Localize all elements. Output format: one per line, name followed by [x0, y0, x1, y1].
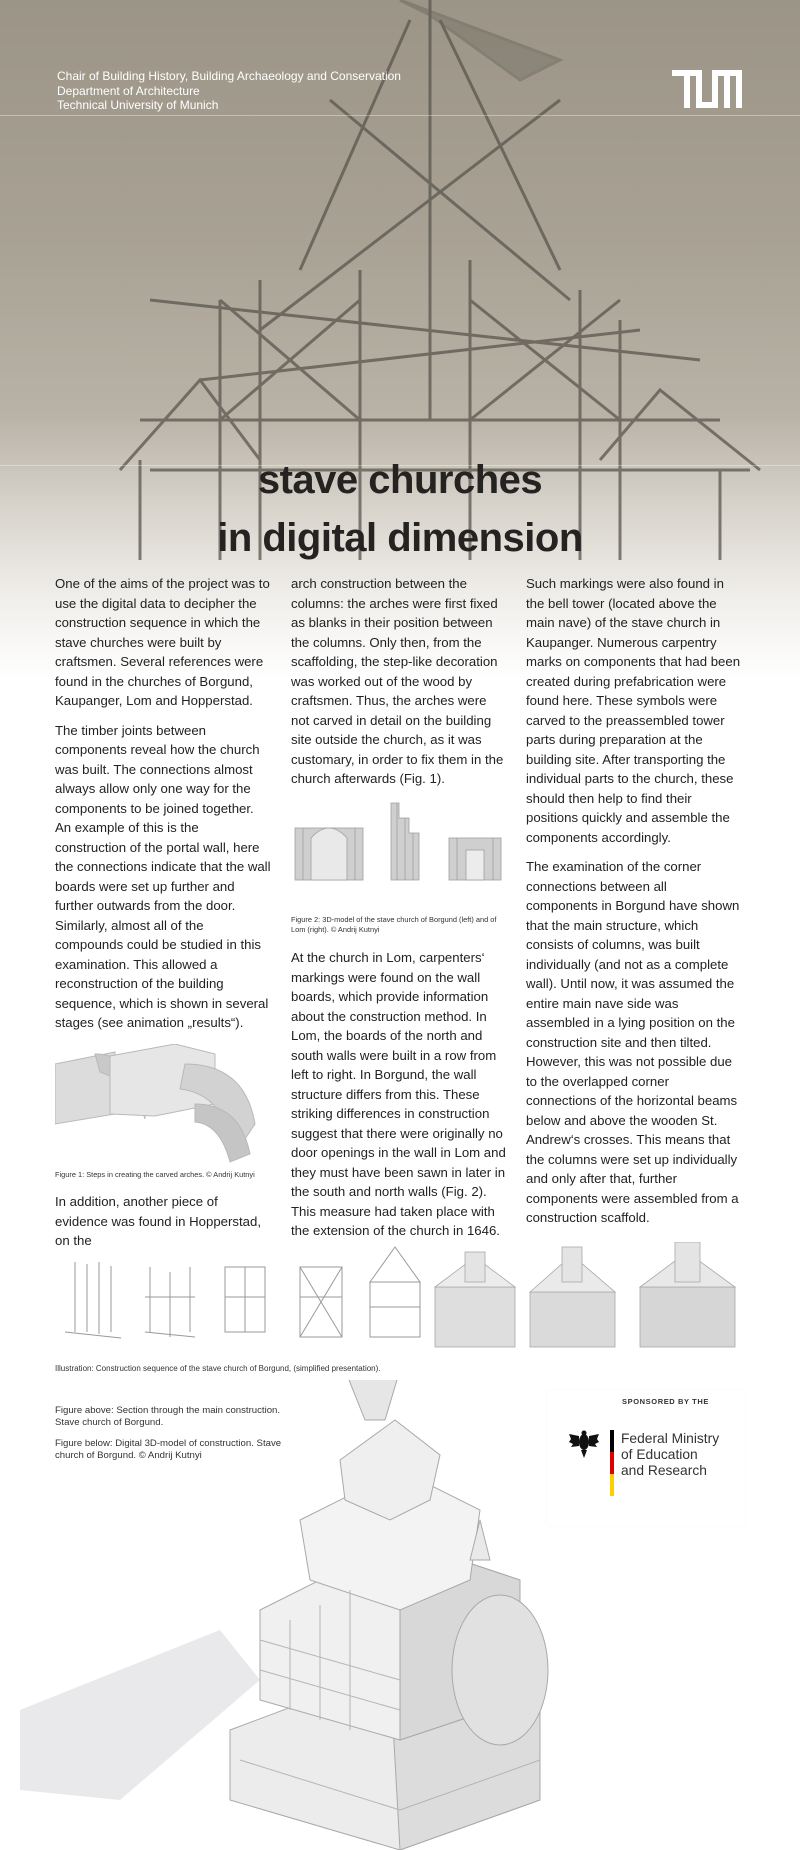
sponsor-logo-box: [547, 1390, 745, 1526]
figure-1-caption: Figure 1: Steps in creating the carved arches. © Andrij Kutnyi: [55, 1170, 255, 1179]
flag-stripe-red: [610, 1452, 614, 1474]
title-line-1: stave churches: [257, 458, 543, 502]
note-figure-below: Figure below: Digital 3D-model of construction. Stave church of Borgund. © Andrij Kutnyi: [55, 1438, 282, 1461]
paragraph: In addition, another piece of evidence was found in Hopperstad, on the: [55, 1194, 262, 1248]
tum-logo: [672, 70, 742, 108]
divider-line: [0, 115, 800, 116]
paragraph: arch construction between the columns: the arches were first fixed as blanks in their position between the columns. Only then, from the scaffolding, the step-like decoration was worked out of the wood by craftsmen. Thus, the arches were not carved in detail on the building site outside the church, as it was customary, in order to fix them in the church afterwards (Fig. 1).: [291, 576, 504, 786]
sponsor-label: SPONSORED BY THE: [622, 1397, 709, 1406]
department-name: Department of Architecture: [57, 83, 200, 98]
text-column-1: [55, 574, 271, 1043]
ministry-name: [621, 1431, 719, 1479]
ministry-line: of Education: [621, 1447, 698, 1462]
paragraph: At the church in Lom, carpenters‘ markings were found on the wall boards, which provide information about the construction method. In Lom, the boards of the north and south walls were built in a row from left to right. In Borgund, the wall structure differs from this. These striking differences in construction suggest that there were originally no door openings in the wall in Lom and they must have been sawn in later in the south and north walls (Fig. 2). This measure had taken place with the extension of the church in 1646.: [291, 950, 506, 1238]
figure-2-wall-models: [291, 798, 506, 883]
text-column-2: [291, 574, 507, 799]
federal-eagle-icon: [569, 1430, 599, 1458]
figure-2-caption: Figure 2: 3D-model of the stave church of Borgund (left) and of Lom (right). © Andrij Kutnyi: [291, 915, 497, 934]
text-column-3: [526, 574, 742, 1238]
sequence-caption: Illustration: Construction sequence of the stave church of Borgund, (simplified presentation).: [55, 1364, 381, 1373]
german-flag-bar: [610, 1430, 614, 1496]
note-figure-above: Figure above: Section through the main construction. Stave church of Borgund.: [55, 1405, 281, 1428]
paragraph: The timber joints between components reveal how the church was built. The connections almost always allow only one way for the components to be joined together. An example of this is the construction of the portal wall, here the connections indicate that the wall boards were set up further and further outwards from the door. Similarly, almost all of the compounds could be studied in this examination. This allowed a reconstruction of the building sequence, which is shown in several stages (see animation „results“).: [55, 722, 271, 1030]
paragraph: The examination of the corner connections between all components in Borgund have shown that the main structure, which consists of columns, was built individually (and not as a complete wall). Until now, it was assumed the entire main nave side was assembled in a lying position on the construction site and then tilted. However, this was not possible due to the overlapped corner connections of the horizontal beams below and above the wooden St. Andrew‘s crosses. This means that the columns were set up individually and only after that, further components were assembled from a construction scaffold.: [526, 859, 740, 1225]
text-column-2-continued: [291, 948, 507, 1251]
figure-1-carved-arches: [55, 1044, 265, 1164]
flag-stripe-gold: [610, 1474, 614, 1496]
institution-header: [57, 69, 401, 113]
flag-stripe-black: [610, 1430, 614, 1452]
paragraph: One of the aims of the project was to use the digital data to decipher the construction sequence in which the stave churches were built by craftsmen. Several references were found in the churches of Borgund, Kaupanger, Lom and Hopperstad.: [55, 576, 270, 708]
construction-sequence-illustration: [55, 1242, 745, 1358]
ministry-line: and Research: [621, 1463, 707, 1478]
chair-name: Chair of Building History, Building Archaeology and Conservation: [57, 69, 401, 83]
paragraph: Such markings were also found in the bell tower (located above the main nave) of the stave church in Kaupanger. Numerous carpentry marks on components that had been created during prefabrication were found here. These symbols were carved to the preassembled tower parts during preparation at the building site. After transporting the individual parts to the church, these should then help to find their positions quickly and assemble the components accordingly.: [526, 576, 741, 845]
title-line-2: in digital dimension: [217, 516, 583, 560]
ministry-line: Federal Ministry: [621, 1431, 720, 1446]
university-name: Technical University of Munich: [57, 98, 219, 112]
